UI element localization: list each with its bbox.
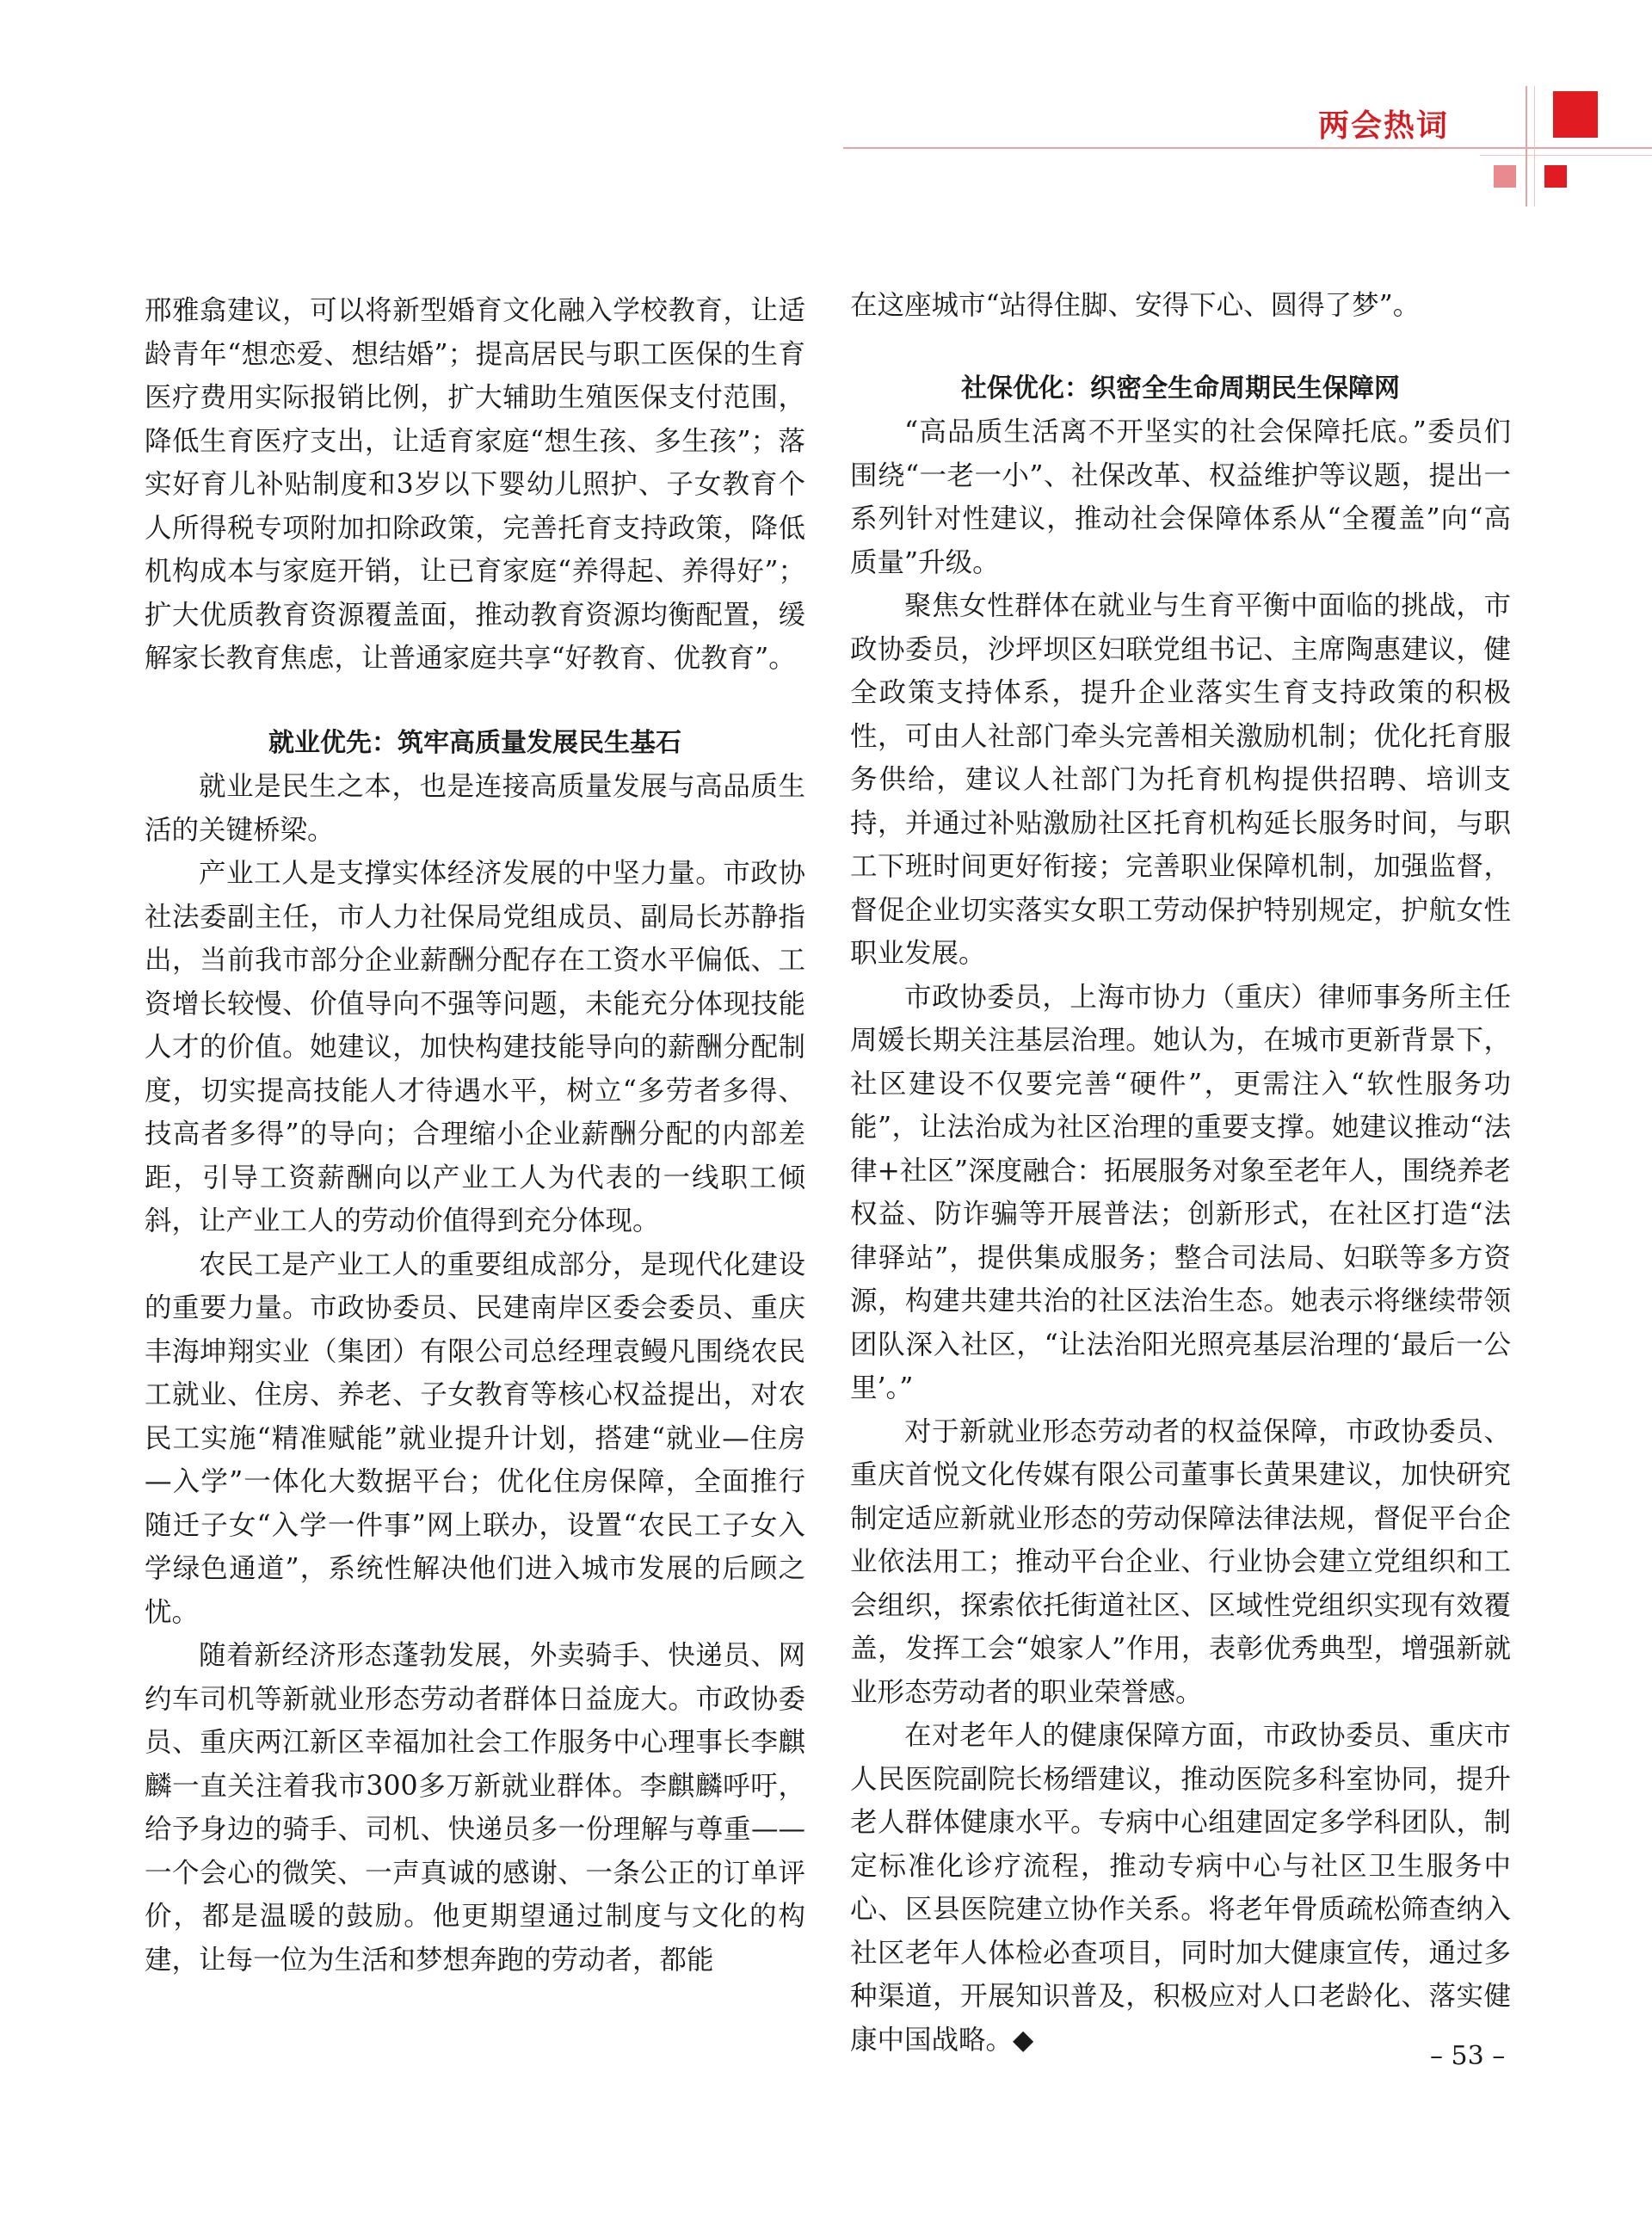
paragraph: 农民工是产业工人的重要组成部分，是现代化建设的重要力量。市政协委员、民建南岸区委会委员、重庆丰海坤翔实业（集团）有限公司总经理袁鳗凡围绕农民工就业、住房、养老、子女教育等核心权益提出，对农民工实施“精准赋能”就业提升计划，搭建“就业—住房—入学”一体化大数据平台；优化住房保障，全面推行随迁子女“入学一件事”网上联办，设置“农民工子女入学绿色通道”，系统性解决他们进入城市发展的后顾之忧。 (145, 1249, 805, 1628)
header-rule (843, 147, 1652, 149)
paragraph: 对于新就业形态劳动者的权益保障，市政协委员、重庆首悦文化传媒有限公司董事长黄果建议，加快研究制定适应新就业形态的劳动保障法律法规，督促平台企业依法用工；推动平台企业、行业协会建立党组织和工会组织，探索依托街道社区、区域性党组织实现有效覆盖，发挥工会“娘家人”作用，表彰优秀典型，增强新就业形态劳动者的职业荣誉感。 (850, 1415, 1511, 1708)
header-vertical-rule-thin (1534, 86, 1535, 207)
small-red-square-decoration (1544, 165, 1567, 188)
paragraph: 邢雅翕建议，可以将新型婚育文化融入学校教育，让适龄青年“想恋爱、想结婚”；提高居民与职工医保的生育医疗费用实际报销比例，扩大辅助生殖医保支付范围，降低生育医疗支出，让适育家庭“想生孩、多生孩”；落实好育儿补贴制度和3岁以下婴幼儿照护、子女教育个人所得税专项附加扣除政策，完善托育支持政策，降低机构成本与家庭开销，让已育家庭“养得起、养得好”；扩大优质教育资源覆盖面，推动教育资源均衡配置，缓解家长教育焦虑，让普通家庭共享“好教育、优教育”。 (145, 295, 805, 674)
right-column (850, 284, 1511, 2062)
paragraph: “高品质生活离不开坚实的社会保障托底。”委员们围绕“一老一小”、社保改革、权益维护等议题，提出一系列针对性建议，推动社会保障体系从“全覆盖”向“高质量”升级。 (850, 416, 1511, 578)
paragraph: 在这座城市“站得住脚、安得下心、圆得了梦”。 (850, 290, 1421, 321)
page-number: – 53 – (1430, 2041, 1506, 2071)
section-heading-social-security: 社保优化：织密全生命周期民生保障网 (961, 373, 1400, 404)
paragraph: 随着新经济形态蓬勃发展，外卖骑手、快递员、网约车司机等新就业形态劳动者群体日益庞大。市政协委员、重庆两江新区幸福加社会工作服务中心理事长李麒麟一直关注着我市300多万新就业群体。李麒麟呼吁，给予身边的骑手、司机、快递员多一份理解与尊重——一个会心的微笑、一声真诚的感谢、一条公正的订单评价，都是温暖的鼓励。他更期望通过制度与文化的构建，让每一位为生活和梦想奔跑的劳动者，都能 (145, 1640, 805, 1976)
paragraph: 就业是民生之本，也是连接高质量发展与高品质生活的关键桥梁。 (145, 771, 805, 846)
pink-square-decoration (1494, 165, 1516, 188)
section-tag: 两会热词 (1318, 108, 1450, 144)
left-column (145, 289, 805, 1982)
header-vertical-rule (1526, 86, 1527, 207)
section-heading-employment: 就业优先：筑牢高质量发展民生基石 (268, 727, 681, 758)
red-square-decoration (1553, 91, 1598, 138)
end-mark-icon: ◆ (1013, 2024, 1034, 2056)
paragraph-text: 在对老年人的健康保障方面，市政协委员、重庆市人民医院副院长杨缙建议，推动医院多科室协同，提升老人群体健康水平。专病中心组建固定多学科团队，制定标准化诊疗流程，推动专病中心与社区卫生服务中心、区县医院建立协作关系。将老年骨质疏松筛查纳入社区老年人体检必查项目，同时加大健康宣传，通过多种渠道，开展知识普及，积极应对人口老龄化、落实健康中国战略。 (850, 1720, 1511, 2056)
paragraph: 聚焦女性群体在就业与生育平衡中面临的挑战，市政协委员，沙坪坝区妇联党组书记、主席陶惠建议，健全政策支持体系，提升企业落实生育支持政策的积极性，可由人社部门牵头完善相关激励机制；优化托育服务供给，建议人社部门为托育机构提供招聘、培训支持，并通过补贴激励社区托育机构延长服务时间，与职工下班时间更好衔接；完善职业保障机制，加强监督，督促企业切实落实女职工劳动保护特别规定，护航女性职业发展。 (850, 590, 1511, 969)
header-rule-thin (1480, 155, 1652, 156)
paragraph-last (850, 1714, 1511, 2062)
paragraph: 市政协委员，上海市协力（重庆）律师事务所主任周媛长期关注基层治理。她认为，在城市更新背景下，社区建设不仅要完善“硬件”，更需注入“软性服务功能”，让法治成为社区治理的重要支撑。她建议推动“法律+社区”深度融合：拓展服务对象至老年人，围绕养老权益、防诈骗等开展普法；创新形式，在社区打造“法律驿站”，提供集成服务；整合司法局、妇联等多方资源，构建共建共治的社区法治生态。她表示将继续带领团队深入社区，“让法治阳光照亮基层治理的‘最后一公里’。” (850, 981, 1511, 1403)
paragraph: 产业工人是支撑实体经济发展的中坚力量。市政协社法委副主任，市人力社保局党组成员、副局长苏静指出，当前我市部分企业薪酬分配存在工资水平偏低、工资增长较慢、价值导向不强等问题，未能充分体现技能人才的价值。她建议，加快构建技能导向的薪酬分配制度，切实提高技能人才待遇水平，树立“多劳者多得、技高者多得”的导向；合理缩小企业薪酬分配的内部差距，引导工资薪酬向以产业工人为代表的一线职工倾斜，让产业工人的劳动价值得到充分体现。 (145, 858, 805, 1236)
